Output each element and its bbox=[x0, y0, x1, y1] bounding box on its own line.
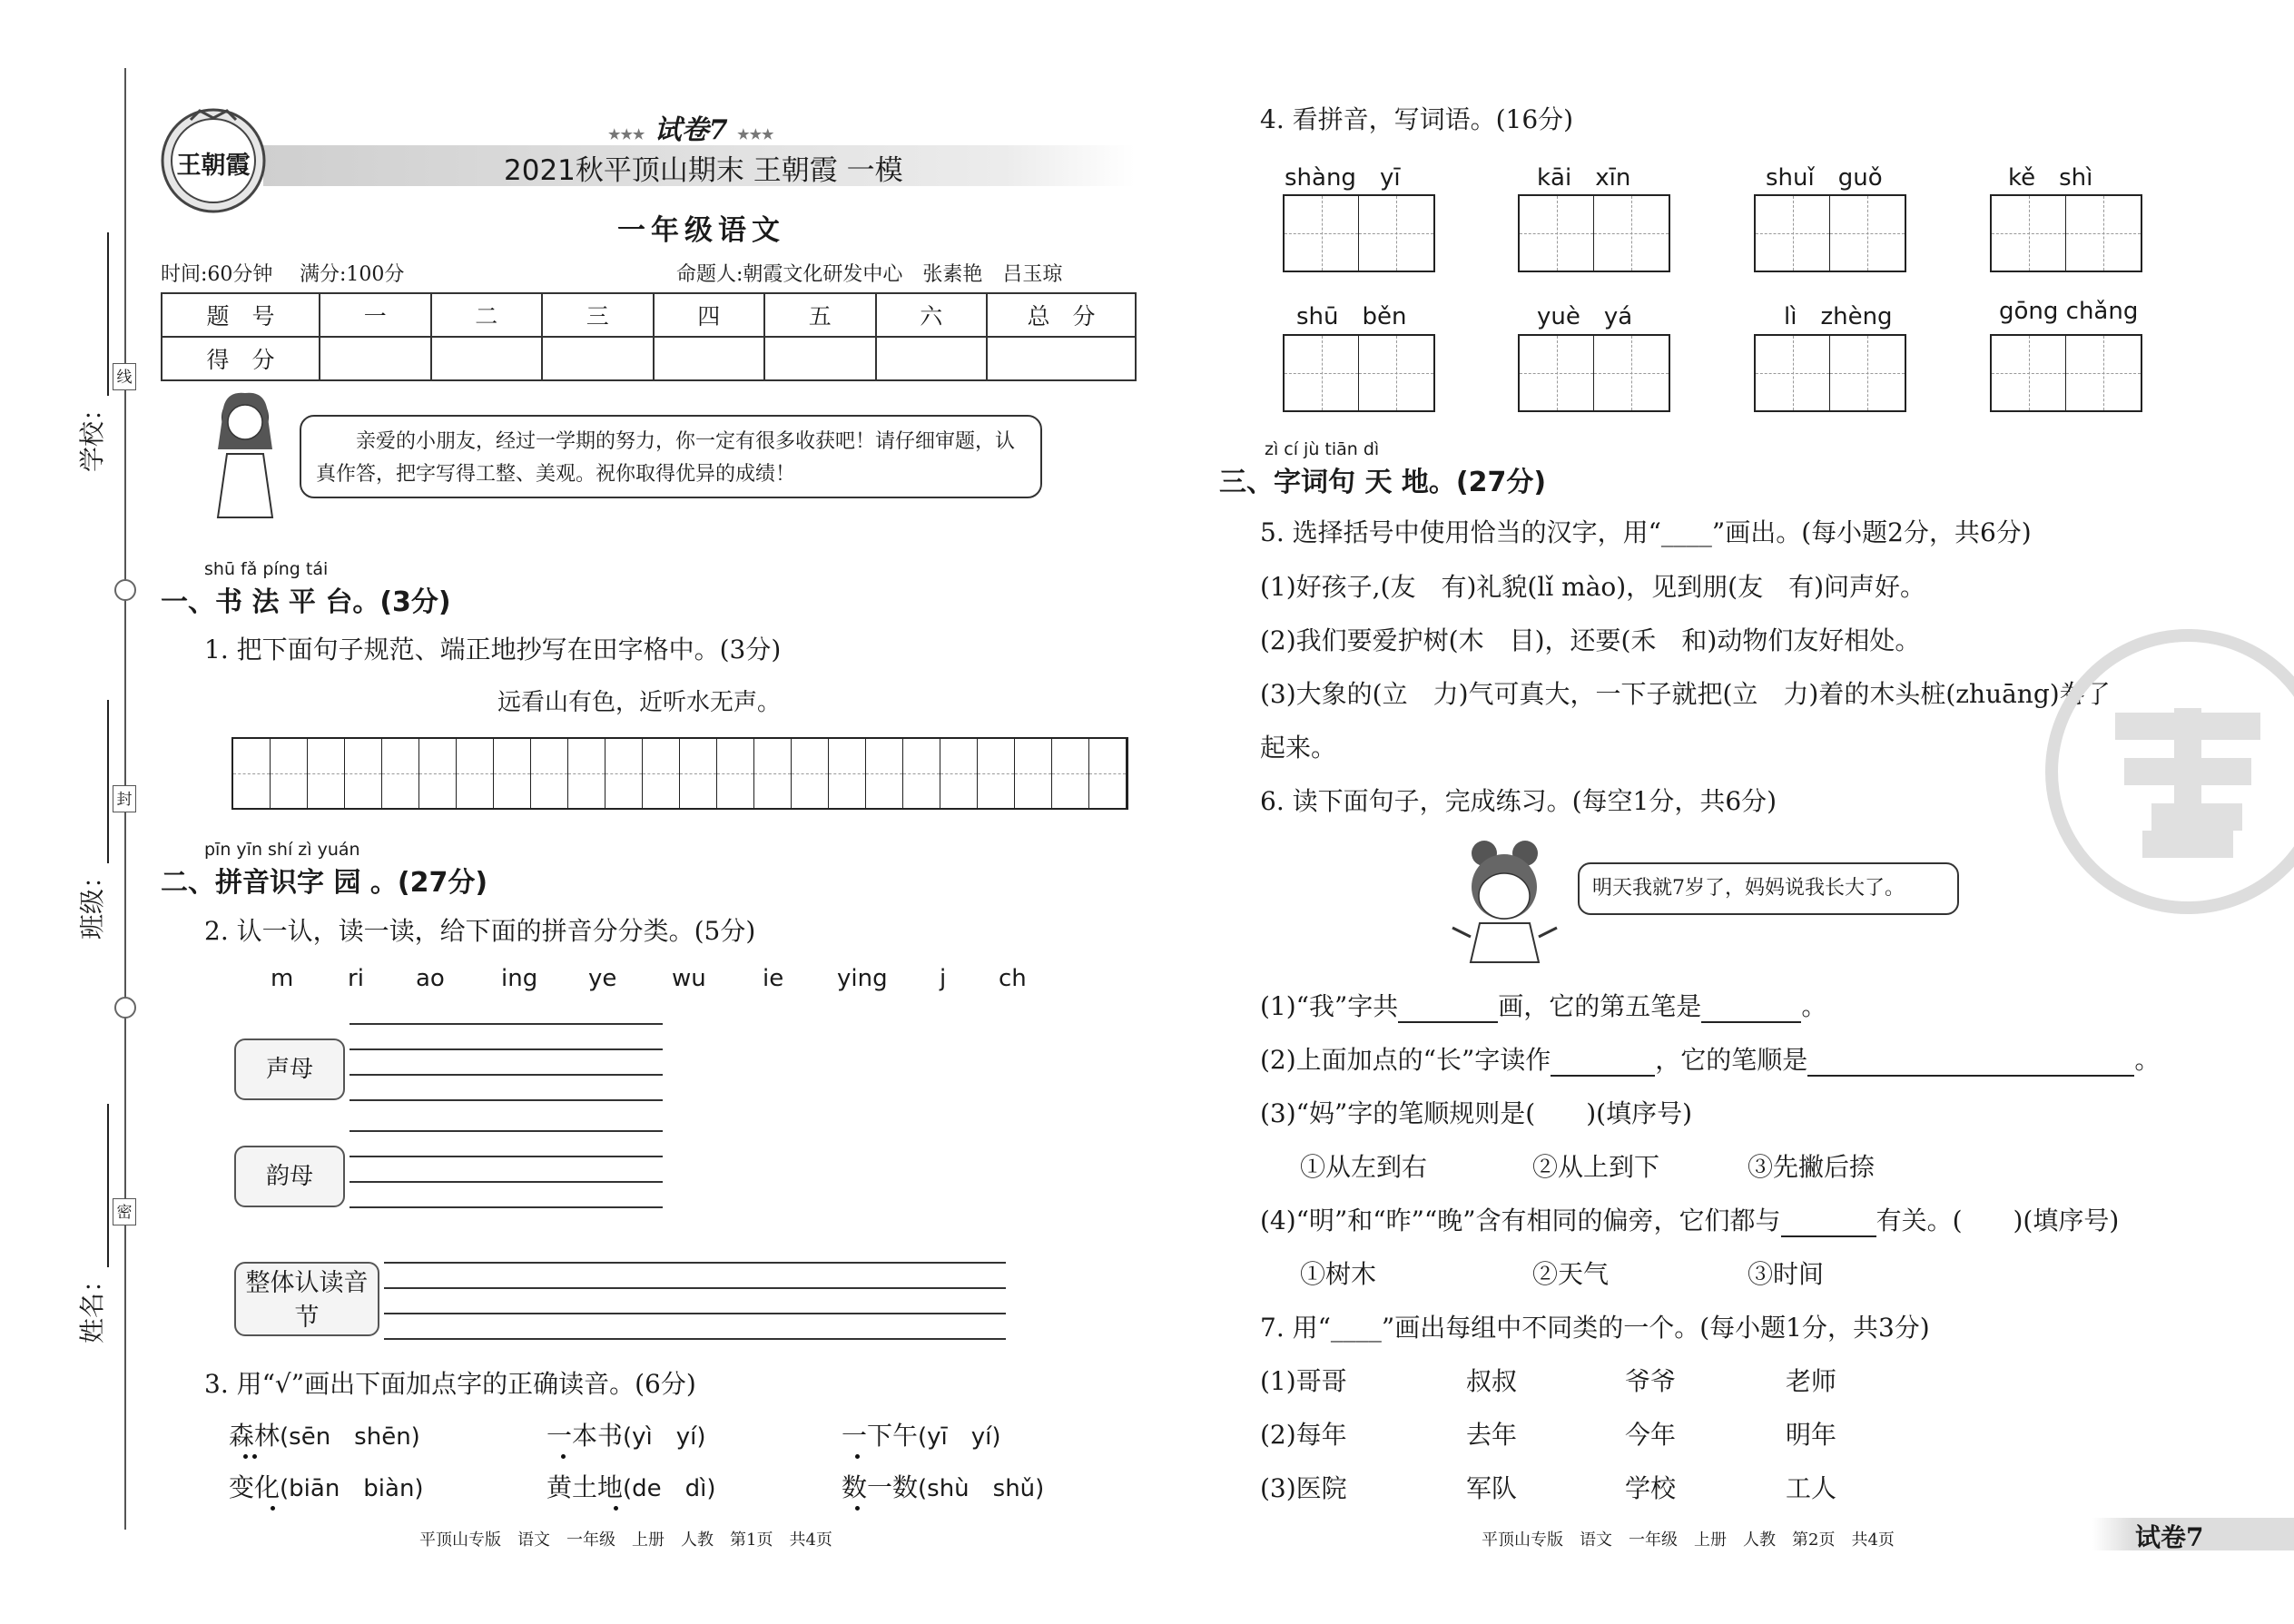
answer-line[interactable] bbox=[350, 1023, 663, 1025]
answer-line[interactable] bbox=[350, 1130, 663, 1132]
answer-blank[interactable] bbox=[1781, 1235, 1876, 1237]
name-field: 姓名： bbox=[73, 1104, 109, 1343]
question-1: 1. 把下面句子规范、端正地抄写在田字格中。(3分) bbox=[204, 635, 782, 664]
reading-item[interactable]: 森林(sēn shēn) bbox=[229, 1421, 420, 1451]
q7-word[interactable]: 明年 bbox=[1786, 1420, 1837, 1450]
teacher-illustration bbox=[200, 386, 290, 522]
syllable: ri bbox=[348, 965, 364, 992]
question-6: 6. 读下面句子，完成练习。(每空1分，共6分) bbox=[1260, 786, 1777, 816]
section1-title: 一、书 法 平 台。(3分) bbox=[161, 586, 451, 618]
q6-option: ③先撇后捺 bbox=[1748, 1152, 1876, 1182]
q6-option: ①从左到右 bbox=[1300, 1152, 1428, 1182]
syllable: ao bbox=[416, 965, 445, 992]
reading-item[interactable]: 黄土地(de dì) bbox=[546, 1472, 716, 1502]
secret-seal-watermark bbox=[2024, 626, 2294, 917]
pinyin-prompt: kě shì bbox=[2008, 164, 2093, 192]
syllable: ing bbox=[501, 965, 538, 992]
section3-pinyin: zì cí jù tiān dì bbox=[1265, 439, 1380, 459]
answer-blank[interactable] bbox=[1701, 1021, 1801, 1023]
syllable: ch bbox=[999, 965, 1027, 992]
binding-hole-2 bbox=[114, 997, 136, 1019]
tianzi-grid[interactable] bbox=[1283, 334, 1435, 412]
q7-word[interactable]: (3)医院 bbox=[1260, 1473, 1347, 1503]
footer-tag: 试卷7 bbox=[2135, 1522, 2204, 1552]
emphasis-dot bbox=[855, 1506, 860, 1511]
tianzi-grid[interactable] bbox=[1283, 194, 1435, 272]
q7-word[interactable]: 工人 bbox=[1786, 1473, 1837, 1503]
q6-option: ③时间 bbox=[1748, 1259, 1825, 1289]
q6-option: ①树木 bbox=[1300, 1259, 1377, 1289]
speech-bubble: 明天我就7岁了，妈妈说我长大了。 bbox=[1578, 862, 1959, 915]
footer-left: 平顶山专版 语文 一年级 上册 人教 第1页 共4页 bbox=[419, 1530, 832, 1550]
binding-hole-1 bbox=[114, 579, 136, 601]
reading-item[interactable]: 数一数(shù shǔ) bbox=[842, 1472, 1045, 1502]
question-2: 2. 认一认，读一读，给下面的拼音分分类。(5分) bbox=[204, 916, 756, 946]
syllable: ie bbox=[763, 965, 784, 992]
star-icon: ★★★ bbox=[608, 126, 645, 143]
school-field: 学校： bbox=[73, 232, 109, 472]
emphasis-dot bbox=[614, 1506, 618, 1511]
reading-item[interactable]: 一下午(yī yí) bbox=[842, 1421, 1001, 1451]
exam-time: 时间:60分钟 bbox=[161, 263, 273, 286]
pinyin-prompt: shū běn bbox=[1296, 303, 1407, 330]
greeting-bubble: 亲爱的小朋友，经过一学期的努力，你一定有很多收获吧！请仔细审题，认真作答，把字写得工整、美观。祝你取得优异的成绩！ bbox=[300, 415, 1042, 498]
q7-word[interactable]: 今年 bbox=[1625, 1420, 1677, 1450]
copy-sentence: 远看山有色，近听水无声。 bbox=[497, 689, 782, 716]
q5-item-3: (3)大象的(立 力)气可真大，一下子就把(立 力)着的木头桩(zhuāng)卷了 bbox=[1260, 679, 2111, 709]
emphasis-dot bbox=[855, 1454, 860, 1459]
syllable: ye bbox=[588, 965, 617, 992]
q5-item-3-cont: 起来。 bbox=[1260, 733, 1337, 763]
answer-line[interactable] bbox=[384, 1287, 1006, 1289]
seal-mark-fold: 封 bbox=[113, 785, 136, 812]
q7-word[interactable]: 叔叔 bbox=[1466, 1366, 1518, 1396]
syllable: j bbox=[940, 965, 947, 992]
emphasis-dot bbox=[561, 1454, 566, 1459]
copy-writing-grid[interactable] bbox=[231, 737, 1128, 810]
tianzi-grid[interactable] bbox=[1518, 334, 1670, 412]
section2-title: 二、拼音识字 园 。(27分) bbox=[161, 867, 488, 899]
answer-line[interactable] bbox=[350, 1206, 663, 1208]
question-5: 5. 选择括号中使用恰当的汉字，用“____”画出。(每小题2分，共6分) bbox=[1260, 517, 2032, 547]
emphasis-dot bbox=[271, 1506, 275, 1511]
question-4: 4. 看拼音，写词语。(16分) bbox=[1260, 104, 1574, 134]
q6-sub-3: (3)“妈”字的笔顺规则是( )(填序号) bbox=[1260, 1098, 1692, 1128]
q6-sub-4: (4)“明”和“昨”“晚”含有相同的偏旁，它们都与 有关。( )(填序号) bbox=[1260, 1206, 2120, 1235]
brand-logo bbox=[160, 107, 267, 214]
answer-line[interactable] bbox=[350, 1099, 663, 1101]
exam-title: 2021秋平顶山期末 王朝霞 一模 bbox=[504, 154, 903, 187]
section3-title: 三、字词句 天 地。(27分) bbox=[1219, 467, 1547, 498]
pinyin-prompt: yuè yá bbox=[1537, 303, 1633, 330]
q5-item-1: (1)好孩子,(友 有)礼貌(lǐ mào)，见到朋(友 有)问声好。 bbox=[1260, 572, 1926, 602]
reading-item[interactable]: 一本书(yì yí) bbox=[546, 1421, 706, 1451]
tianzi-grid[interactable] bbox=[1754, 334, 1906, 412]
answer-line[interactable] bbox=[350, 1074, 663, 1076]
subject-title: 一年级语文 bbox=[617, 214, 785, 247]
category-label-initials: 声母 bbox=[234, 1038, 345, 1100]
answer-line[interactable] bbox=[384, 1262, 1006, 1264]
reading-item[interactable]: 变化(biān biàn) bbox=[229, 1472, 424, 1502]
class-field: 班级： bbox=[73, 700, 109, 940]
q6-option: ②从上到下 bbox=[1532, 1152, 1660, 1182]
tianzi-grid[interactable] bbox=[1518, 194, 1670, 272]
answer-line[interactable] bbox=[384, 1313, 1006, 1314]
q7-word[interactable]: (2)每年 bbox=[1260, 1420, 1347, 1450]
pinyin-prompt: lì zhèng bbox=[1784, 303, 1893, 330]
score-table: 题 号 一 二 三 四 五 六 总 分 得 分 bbox=[161, 292, 1137, 381]
emphasis-dot bbox=[243, 1454, 248, 1459]
pinyin-prompt: shàng yī bbox=[1285, 164, 1401, 192]
girl-illustration bbox=[1448, 837, 1561, 964]
question-7: 7. 用“____”画出每组中不同类的一个。(每小题1分，共3分) bbox=[1260, 1313, 1930, 1343]
brand-name: 王朝霞 bbox=[176, 152, 251, 180]
answer-line[interactable] bbox=[350, 1156, 663, 1157]
tianzi-grid[interactable] bbox=[1990, 334, 2142, 412]
tianzi-grid[interactable] bbox=[1754, 194, 1906, 272]
syllable: wu bbox=[672, 965, 706, 992]
category-label-finals: 韵母 bbox=[234, 1146, 345, 1207]
answer-blank[interactable] bbox=[1807, 1075, 2134, 1077]
q7-word[interactable]: 去年 bbox=[1466, 1420, 1518, 1450]
q7-word[interactable]: 学校 bbox=[1625, 1473, 1677, 1503]
syllable: ying bbox=[837, 965, 888, 992]
full-marks: 满分:100分 bbox=[300, 263, 405, 286]
q7-word[interactable]: 老师 bbox=[1786, 1366, 1837, 1396]
exam-authors: 命题人:朝霞文化研发中心 张素艳 吕玉琼 bbox=[676, 263, 1063, 286]
syllable: m bbox=[271, 965, 294, 992]
section1-pinyin: shū fǎ píng tái bbox=[204, 559, 329, 579]
section2-pinyin: pīn yīn shí zì yuán bbox=[204, 840, 360, 860]
q7-word[interactable]: 爷爷 bbox=[1625, 1366, 1677, 1396]
seal-mark-secret: 密 bbox=[113, 1198, 136, 1225]
q5-item-2: (2)我们要爱护树(木 目)，还要(禾 和)动物们友好相处。 bbox=[1260, 625, 1921, 655]
q7-word[interactable]: (1)哥哥 bbox=[1260, 1366, 1347, 1396]
pinyin-prompt: gōng chǎng bbox=[1999, 298, 2139, 325]
star-icon: ★★★ bbox=[737, 126, 774, 143]
paper-number: ★★★ 试卷7 ★★★ bbox=[608, 114, 774, 146]
tianzi-grid[interactable] bbox=[1990, 194, 2142, 272]
answer-blank[interactable] bbox=[1398, 1021, 1498, 1023]
q6-sub-2: (2)上面加点的“长”字读作 ，它的笔顺是 。 bbox=[1260, 1045, 2161, 1075]
answer-line[interactable] bbox=[350, 1048, 663, 1050]
seal-mark-line: 线 bbox=[113, 363, 136, 390]
pinyin-prompt: shuǐ guǒ bbox=[1766, 164, 1883, 192]
category-label-whole-syllables: 整体认读音节 bbox=[234, 1262, 379, 1336]
answer-blank[interactable] bbox=[1551, 1075, 1655, 1077]
q6-option: ②天气 bbox=[1532, 1259, 1610, 1289]
q6-sub-1: (1)“我”字共 画，它的第五笔是 。 bbox=[1260, 991, 1827, 1021]
question-3: 3. 用“√”画出下面加点字的正确读音。(6分) bbox=[204, 1369, 696, 1399]
q7-word[interactable]: 军队 bbox=[1466, 1473, 1518, 1503]
answer-line[interactable] bbox=[384, 1338, 1006, 1340]
answer-line[interactable] bbox=[350, 1181, 663, 1183]
footer-right: 平顶山专版 语文 一年级 上册 人教 第2页 共4页 bbox=[1482, 1530, 1895, 1550]
pinyin-prompt: kāi xīn bbox=[1537, 164, 1631, 192]
